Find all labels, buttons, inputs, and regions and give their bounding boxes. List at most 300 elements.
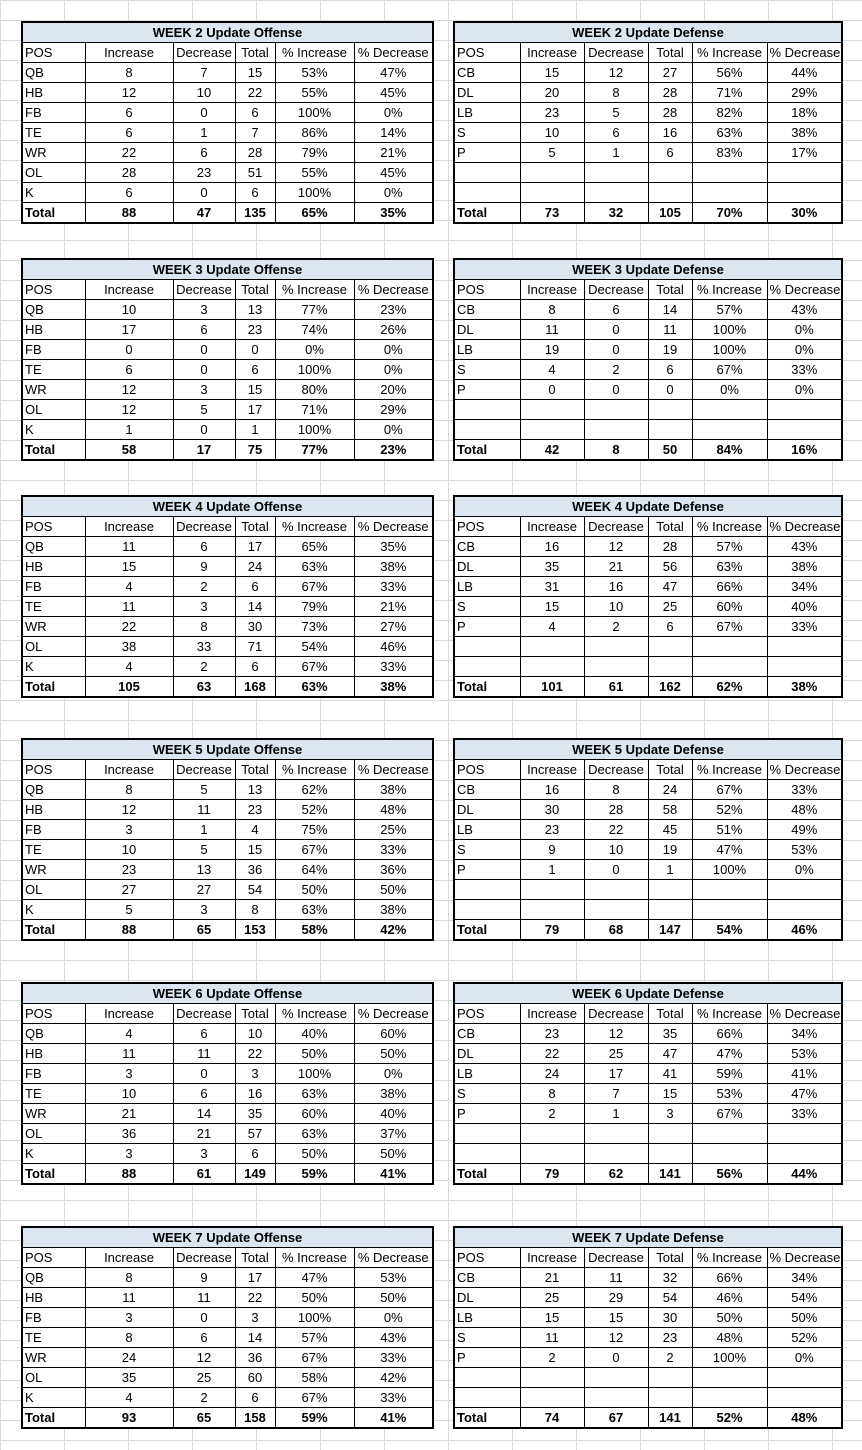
column-header[interactable]: Increase xyxy=(520,760,584,780)
value-cell[interactable]: 0 xyxy=(584,380,648,400)
value-cell[interactable]: 13 xyxy=(173,860,235,880)
position-cell[interactable]: P xyxy=(454,1348,520,1368)
total-label-cell[interactable]: Total xyxy=(22,677,85,698)
value-cell[interactable] xyxy=(520,163,584,183)
value-cell[interactable]: 54 xyxy=(648,1288,692,1308)
value-cell[interactable]: 0% xyxy=(275,340,354,360)
position-cell[interactable]: DL xyxy=(454,557,520,577)
total-value-cell[interactable]: 47 xyxy=(173,203,235,224)
value-cell[interactable]: 77% xyxy=(275,300,354,320)
total-value-cell[interactable]: 16% xyxy=(767,440,842,461)
value-cell[interactable]: 71% xyxy=(275,400,354,420)
value-cell[interactable] xyxy=(692,420,767,440)
total-value-cell[interactable]: 135 xyxy=(235,203,275,224)
value-cell[interactable]: 79% xyxy=(275,597,354,617)
value-cell[interactable]: 57% xyxy=(692,537,767,557)
value-cell[interactable]: 5 xyxy=(173,400,235,420)
value-cell[interactable] xyxy=(692,900,767,920)
position-cell[interactable]: WR xyxy=(22,143,85,163)
value-cell[interactable]: 100% xyxy=(275,183,354,203)
value-cell[interactable]: 0 xyxy=(520,380,584,400)
position-cell[interactable] xyxy=(454,1144,520,1164)
value-cell[interactable]: 8 xyxy=(584,780,648,800)
value-cell[interactable]: 25 xyxy=(648,597,692,617)
value-cell[interactable]: 6 xyxy=(648,617,692,637)
value-cell[interactable]: 100% xyxy=(692,320,767,340)
value-cell[interactable]: 48% xyxy=(692,1328,767,1348)
value-cell[interactable]: 28 xyxy=(648,103,692,123)
value-cell[interactable] xyxy=(648,657,692,677)
value-cell[interactable]: 0% xyxy=(354,360,433,380)
value-cell[interactable]: 3 xyxy=(235,1064,275,1084)
value-cell[interactable]: 15 xyxy=(520,597,584,617)
value-cell[interactable]: 17% xyxy=(767,143,842,163)
total-value-cell[interactable]: 153 xyxy=(235,920,275,941)
value-cell[interactable]: 41 xyxy=(648,1064,692,1084)
value-cell[interactable] xyxy=(767,1368,842,1388)
position-cell[interactable]: LB xyxy=(454,1064,520,1084)
total-value-cell[interactable]: 63 xyxy=(173,677,235,698)
value-cell[interactable]: 6 xyxy=(235,577,275,597)
value-cell[interactable]: 9 xyxy=(173,557,235,577)
position-cell[interactable] xyxy=(454,1388,520,1408)
total-value-cell[interactable]: 61 xyxy=(173,1164,235,1185)
value-cell[interactable]: 3 xyxy=(173,900,235,920)
value-cell[interactable]: 1 xyxy=(584,1104,648,1124)
value-cell[interactable]: 11 xyxy=(584,1268,648,1288)
total-value-cell[interactable]: 35% xyxy=(354,203,433,224)
value-cell[interactable]: 24 xyxy=(235,557,275,577)
value-cell[interactable]: 4 xyxy=(85,657,173,677)
column-header[interactable]: Decrease xyxy=(584,1004,648,1024)
value-cell[interactable]: 56 xyxy=(648,557,692,577)
total-label-cell[interactable]: Total xyxy=(22,1408,85,1429)
value-cell[interactable]: 50% xyxy=(275,1288,354,1308)
value-cell[interactable]: 10 xyxy=(173,83,235,103)
position-cell[interactable]: DL xyxy=(454,320,520,340)
value-cell[interactable] xyxy=(648,1144,692,1164)
column-header[interactable]: POS xyxy=(22,517,85,537)
value-cell[interactable]: 6 xyxy=(235,1388,275,1408)
value-cell[interactable]: 35% xyxy=(354,537,433,557)
value-cell[interactable]: 22 xyxy=(85,617,173,637)
value-cell[interactable]: 40% xyxy=(354,1104,433,1124)
value-cell[interactable]: 74% xyxy=(275,320,354,340)
value-cell[interactable]: 3 xyxy=(173,380,235,400)
value-cell[interactable]: 1 xyxy=(584,143,648,163)
table-title[interactable]: WEEK 7 Update Offense xyxy=(22,1227,433,1248)
value-cell[interactable]: 35 xyxy=(520,557,584,577)
position-cell[interactable]: WR xyxy=(22,1104,85,1124)
value-cell[interactable]: 60% xyxy=(692,597,767,617)
value-cell[interactable]: 58 xyxy=(648,800,692,820)
value-cell[interactable]: 19 xyxy=(648,840,692,860)
value-cell[interactable]: 28 xyxy=(648,83,692,103)
value-cell[interactable]: 67% xyxy=(692,360,767,380)
position-cell[interactable]: FB xyxy=(22,340,85,360)
position-cell[interactable]: CB xyxy=(454,537,520,557)
value-cell[interactable]: 55% xyxy=(275,83,354,103)
value-cell[interactable]: 0 xyxy=(173,183,235,203)
value-cell[interactable] xyxy=(767,420,842,440)
column-header[interactable]: Total xyxy=(235,760,275,780)
value-cell[interactable] xyxy=(767,400,842,420)
column-header[interactable]: Decrease xyxy=(584,760,648,780)
total-value-cell[interactable]: 68 xyxy=(584,920,648,941)
value-cell[interactable]: 40% xyxy=(767,597,842,617)
value-cell[interactable]: 38% xyxy=(354,557,433,577)
value-cell[interactable]: 17 xyxy=(235,1268,275,1288)
value-cell[interactable]: 65% xyxy=(275,537,354,557)
position-cell[interactable]: K xyxy=(22,1144,85,1164)
value-cell[interactable]: 12 xyxy=(85,400,173,420)
column-header[interactable]: % Increase xyxy=(275,43,354,63)
position-cell[interactable]: TE xyxy=(22,123,85,143)
total-value-cell[interactable]: 58% xyxy=(275,920,354,941)
value-cell[interactable]: 60 xyxy=(235,1368,275,1388)
value-cell[interactable]: 18% xyxy=(767,103,842,123)
value-cell[interactable] xyxy=(520,657,584,677)
position-cell[interactable]: WR xyxy=(22,860,85,880)
value-cell[interactable]: 0% xyxy=(354,103,433,123)
value-cell[interactable]: 43% xyxy=(354,1328,433,1348)
position-cell[interactable]: K xyxy=(22,1388,85,1408)
column-header[interactable]: Increase xyxy=(520,43,584,63)
value-cell[interactable] xyxy=(584,1368,648,1388)
value-cell[interactable]: 67% xyxy=(275,577,354,597)
total-value-cell[interactable]: 84% xyxy=(692,440,767,461)
position-cell[interactable] xyxy=(454,1124,520,1144)
value-cell[interactable]: 6 xyxy=(173,1328,235,1348)
value-cell[interactable]: 67% xyxy=(275,1388,354,1408)
value-cell[interactable]: 38 xyxy=(85,637,173,657)
value-cell[interactable]: 45 xyxy=(648,820,692,840)
column-header[interactable]: Increase xyxy=(520,280,584,300)
value-cell[interactable]: 23% xyxy=(354,300,433,320)
value-cell[interactable]: 6 xyxy=(648,143,692,163)
value-cell[interactable]: 12 xyxy=(584,537,648,557)
value-cell[interactable]: 4 xyxy=(85,1024,173,1044)
value-cell[interactable]: 51 xyxy=(235,163,275,183)
column-header[interactable]: Increase xyxy=(520,517,584,537)
value-cell[interactable] xyxy=(648,400,692,420)
value-cell[interactable]: 2 xyxy=(173,657,235,677)
value-cell[interactable]: 15 xyxy=(235,380,275,400)
position-cell[interactable]: LB xyxy=(454,820,520,840)
position-cell[interactable]: S xyxy=(454,360,520,380)
total-value-cell[interactable]: 67 xyxy=(584,1408,648,1429)
column-header[interactable]: POS xyxy=(454,43,520,63)
column-header[interactable]: % Decrease xyxy=(767,1004,842,1024)
table-title[interactable]: WEEK 6 Update Defense xyxy=(454,983,842,1004)
value-cell[interactable] xyxy=(648,1368,692,1388)
position-cell[interactable]: WR xyxy=(22,1348,85,1368)
column-header[interactable]: % Decrease xyxy=(354,760,433,780)
position-cell[interactable]: CB xyxy=(454,300,520,320)
value-cell[interactable]: 22 xyxy=(235,1288,275,1308)
value-cell[interactable]: 33% xyxy=(354,657,433,677)
column-header[interactable]: % Decrease xyxy=(767,280,842,300)
value-cell[interactable]: 3 xyxy=(173,597,235,617)
value-cell[interactable]: 0 xyxy=(173,1308,235,1328)
value-cell[interactable]: 27 xyxy=(173,880,235,900)
column-header[interactable]: % Increase xyxy=(275,760,354,780)
value-cell[interactable]: 8 xyxy=(85,63,173,83)
total-value-cell[interactable]: 70% xyxy=(692,203,767,224)
total-value-cell[interactable]: 41% xyxy=(354,1164,433,1185)
value-cell[interactable]: 25 xyxy=(173,1368,235,1388)
value-cell[interactable]: 10 xyxy=(85,840,173,860)
value-cell[interactable]: 6 xyxy=(85,123,173,143)
table-title[interactable]: WEEK 6 Update Offense xyxy=(22,983,433,1004)
value-cell[interactable]: 47% xyxy=(692,840,767,860)
value-cell[interactable]: 8 xyxy=(584,83,648,103)
value-cell[interactable]: 12 xyxy=(584,63,648,83)
total-value-cell[interactable]: 75 xyxy=(235,440,275,461)
value-cell[interactable]: 11 xyxy=(85,1288,173,1308)
position-cell[interactable]: LB xyxy=(454,340,520,360)
column-header[interactable]: Total xyxy=(648,43,692,63)
position-cell[interactable]: HB xyxy=(22,320,85,340)
column-header[interactable]: POS xyxy=(454,280,520,300)
value-cell[interactable] xyxy=(584,1144,648,1164)
value-cell[interactable]: 4 xyxy=(85,577,173,597)
value-cell[interactable]: 100% xyxy=(692,860,767,880)
value-cell[interactable]: 55% xyxy=(275,163,354,183)
value-cell[interactable] xyxy=(767,183,842,203)
value-cell[interactable]: 48% xyxy=(354,800,433,820)
value-cell[interactable]: 47 xyxy=(648,577,692,597)
value-cell[interactable]: 17 xyxy=(235,537,275,557)
value-cell[interactable] xyxy=(692,1388,767,1408)
value-cell[interactable]: 100% xyxy=(275,420,354,440)
total-value-cell[interactable]: 48% xyxy=(767,1408,842,1429)
value-cell[interactable]: 4 xyxy=(520,360,584,380)
value-cell[interactable] xyxy=(767,1124,842,1144)
position-cell[interactable]: CB xyxy=(454,1268,520,1288)
value-cell[interactable]: 24 xyxy=(648,780,692,800)
value-cell[interactable] xyxy=(767,657,842,677)
value-cell[interactable]: 10 xyxy=(85,300,173,320)
value-cell[interactable]: 21 xyxy=(584,557,648,577)
value-cell[interactable] xyxy=(648,183,692,203)
value-cell[interactable]: 8 xyxy=(520,300,584,320)
column-header[interactable]: Decrease xyxy=(173,517,235,537)
value-cell[interactable] xyxy=(584,637,648,657)
value-cell[interactable] xyxy=(692,400,767,420)
value-cell[interactable]: 46% xyxy=(354,637,433,657)
column-header[interactable]: Total xyxy=(235,43,275,63)
total-value-cell[interactable]: 93 xyxy=(85,1408,173,1429)
total-value-cell[interactable]: 32 xyxy=(584,203,648,224)
value-cell[interactable]: 59% xyxy=(692,1064,767,1084)
value-cell[interactable] xyxy=(692,1368,767,1388)
position-cell[interactable]: QB xyxy=(22,1268,85,1288)
value-cell[interactable]: 23 xyxy=(520,1024,584,1044)
value-cell[interactable]: 10 xyxy=(584,840,648,860)
position-cell[interactable]: S xyxy=(454,123,520,143)
total-value-cell[interactable]: 42% xyxy=(354,920,433,941)
value-cell[interactable]: 4 xyxy=(235,820,275,840)
total-value-cell[interactable]: 8 xyxy=(584,440,648,461)
value-cell[interactable]: 67% xyxy=(692,617,767,637)
value-cell[interactable]: 6 xyxy=(235,183,275,203)
total-label-cell[interactable]: Total xyxy=(454,920,520,941)
value-cell[interactable]: 6 xyxy=(584,300,648,320)
value-cell[interactable]: 24 xyxy=(85,1348,173,1368)
position-cell[interactable]: LB xyxy=(454,1308,520,1328)
total-value-cell[interactable]: 61 xyxy=(584,677,648,698)
value-cell[interactable]: 6 xyxy=(85,103,173,123)
value-cell[interactable]: 49% xyxy=(767,820,842,840)
position-cell[interactable]: DL xyxy=(454,1288,520,1308)
value-cell[interactable]: 5 xyxy=(173,840,235,860)
position-cell[interactable]: HB xyxy=(22,557,85,577)
position-cell[interactable]: OL xyxy=(22,400,85,420)
value-cell[interactable]: 86% xyxy=(275,123,354,143)
value-cell[interactable]: 6 xyxy=(235,1144,275,1164)
value-cell[interactable]: 33% xyxy=(767,617,842,637)
position-cell[interactable]: DL xyxy=(454,1044,520,1064)
value-cell[interactable]: 27% xyxy=(354,617,433,637)
value-cell[interactable]: 25 xyxy=(584,1044,648,1064)
value-cell[interactable]: 14% xyxy=(354,123,433,143)
value-cell[interactable]: 15 xyxy=(235,840,275,860)
value-cell[interactable] xyxy=(520,900,584,920)
value-cell[interactable] xyxy=(584,880,648,900)
value-cell[interactable]: 5 xyxy=(173,780,235,800)
column-header[interactable]: Decrease xyxy=(584,517,648,537)
value-cell[interactable]: 62% xyxy=(275,780,354,800)
column-header[interactable]: POS xyxy=(22,43,85,63)
value-cell[interactable]: 63% xyxy=(692,123,767,143)
value-cell[interactable]: 6 xyxy=(173,143,235,163)
value-cell[interactable]: 58% xyxy=(275,1368,354,1388)
value-cell[interactable]: 29 xyxy=(584,1288,648,1308)
value-cell[interactable]: 66% xyxy=(692,1268,767,1288)
column-header[interactable]: POS xyxy=(454,1248,520,1268)
position-cell[interactable]: K xyxy=(22,657,85,677)
column-header[interactable]: % Decrease xyxy=(354,1248,433,1268)
total-value-cell[interactable]: 149 xyxy=(235,1164,275,1185)
value-cell[interactable]: 35 xyxy=(85,1368,173,1388)
column-header[interactable]: Total xyxy=(648,760,692,780)
column-header[interactable]: POS xyxy=(22,280,85,300)
value-cell[interactable]: 51% xyxy=(692,820,767,840)
value-cell[interactable]: 63% xyxy=(275,1084,354,1104)
value-cell[interactable]: 0 xyxy=(173,420,235,440)
column-header[interactable]: Increase xyxy=(85,280,173,300)
value-cell[interactable]: 67% xyxy=(275,840,354,860)
value-cell[interactable]: 4 xyxy=(520,617,584,637)
value-cell[interactable]: 15 xyxy=(584,1308,648,1328)
value-cell[interactable]: 10 xyxy=(235,1024,275,1044)
value-cell[interactable] xyxy=(584,163,648,183)
total-value-cell[interactable]: 65 xyxy=(173,920,235,941)
value-cell[interactable]: 40% xyxy=(275,1024,354,1044)
position-cell[interactable]: HB xyxy=(22,1288,85,1308)
value-cell[interactable]: 73% xyxy=(275,617,354,637)
total-value-cell[interactable]: 88 xyxy=(85,203,173,224)
value-cell[interactable]: 52% xyxy=(767,1328,842,1348)
value-cell[interactable]: 35 xyxy=(648,1024,692,1044)
value-cell[interactable]: 53% xyxy=(354,1268,433,1288)
value-cell[interactable]: 20% xyxy=(354,380,433,400)
column-header[interactable]: POS xyxy=(22,760,85,780)
column-header[interactable]: Total xyxy=(648,1248,692,1268)
total-value-cell[interactable]: 17 xyxy=(173,440,235,461)
position-cell[interactable] xyxy=(454,163,520,183)
value-cell[interactable]: 0% xyxy=(767,340,842,360)
table-title[interactable]: WEEK 4 Update Defense xyxy=(454,496,842,517)
value-cell[interactable]: 27 xyxy=(648,63,692,83)
value-cell[interactable]: 64% xyxy=(275,860,354,880)
position-cell[interactable]: QB xyxy=(22,300,85,320)
column-header[interactable]: % Increase xyxy=(692,760,767,780)
value-cell[interactable]: 100% xyxy=(275,1064,354,1084)
value-cell[interactable]: 56% xyxy=(692,63,767,83)
column-header[interactable]: Decrease xyxy=(584,280,648,300)
value-cell[interactable]: 6 xyxy=(235,360,275,380)
column-header[interactable]: POS xyxy=(454,760,520,780)
value-cell[interactable]: 0 xyxy=(173,103,235,123)
position-cell[interactable]: DL xyxy=(454,800,520,820)
table-title[interactable]: WEEK 2 Update Offense xyxy=(22,22,433,43)
table-title[interactable]: WEEK 5 Update Offense xyxy=(22,739,433,760)
position-cell[interactable]: S xyxy=(454,1328,520,1348)
position-cell[interactable]: TE xyxy=(22,840,85,860)
value-cell[interactable]: 66% xyxy=(692,1024,767,1044)
value-cell[interactable]: 0 xyxy=(85,340,173,360)
value-cell[interactable] xyxy=(584,400,648,420)
position-cell[interactable]: OL xyxy=(22,1368,85,1388)
column-header[interactable]: % Decrease xyxy=(354,280,433,300)
value-cell[interactable] xyxy=(648,1388,692,1408)
position-cell[interactable]: DL xyxy=(454,83,520,103)
value-cell[interactable]: 11 xyxy=(173,1044,235,1064)
value-cell[interactable] xyxy=(692,637,767,657)
value-cell[interactable]: 21 xyxy=(173,1124,235,1144)
value-cell[interactable]: 6 xyxy=(173,537,235,557)
value-cell[interactable]: 66% xyxy=(692,577,767,597)
value-cell[interactable]: 75% xyxy=(275,820,354,840)
value-cell[interactable]: 7 xyxy=(584,1084,648,1104)
value-cell[interactable] xyxy=(520,420,584,440)
value-cell[interactable]: 67% xyxy=(692,1104,767,1124)
value-cell[interactable]: 21% xyxy=(354,143,433,163)
value-cell[interactable] xyxy=(767,900,842,920)
position-cell[interactable]: HB xyxy=(22,83,85,103)
value-cell[interactable]: 50% xyxy=(354,1044,433,1064)
value-cell[interactable]: 23 xyxy=(520,103,584,123)
value-cell[interactable]: 33% xyxy=(767,360,842,380)
value-cell[interactable]: 38% xyxy=(354,780,433,800)
position-cell[interactable]: QB xyxy=(22,63,85,83)
value-cell[interactable]: 0 xyxy=(584,1348,648,1368)
value-cell[interactable]: 6 xyxy=(85,183,173,203)
column-header[interactable]: Total xyxy=(235,1248,275,1268)
total-value-cell[interactable]: 23% xyxy=(354,440,433,461)
position-cell[interactable]: P xyxy=(454,1104,520,1124)
value-cell[interactable]: 50% xyxy=(354,1288,433,1308)
value-cell[interactable]: 1 xyxy=(173,820,235,840)
value-cell[interactable]: 23 xyxy=(85,860,173,880)
value-cell[interactable]: 7 xyxy=(173,63,235,83)
value-cell[interactable]: 12 xyxy=(85,83,173,103)
value-cell[interactable]: 0 xyxy=(173,340,235,360)
value-cell[interactable]: 38% xyxy=(767,557,842,577)
position-cell[interactable] xyxy=(454,880,520,900)
